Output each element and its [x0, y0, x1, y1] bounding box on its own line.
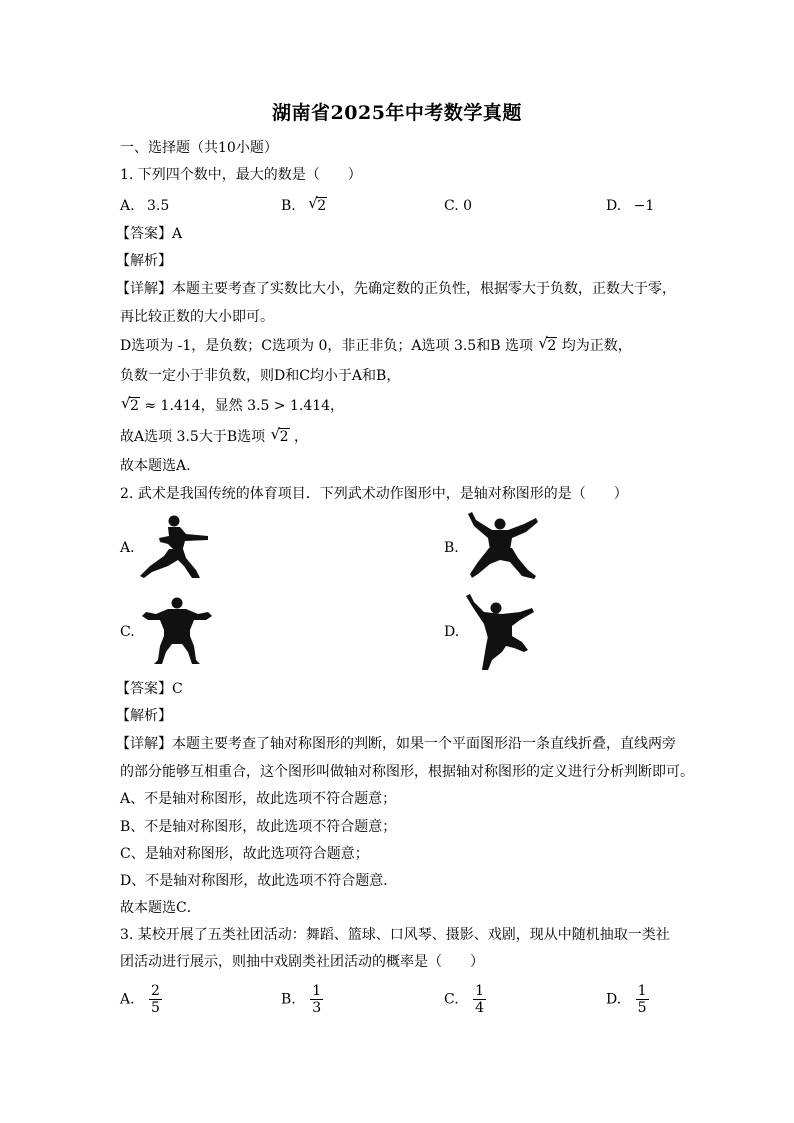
martial-arts-figure-a [138, 514, 210, 580]
denominator: 3 [312, 1000, 322, 1016]
radicand: 2 [317, 198, 327, 214]
q2-answer: 【答案】C [116, 681, 183, 697]
q1-option-d-value: −1 [633, 198, 655, 214]
fraction [636, 983, 649, 1016]
numerator: 1 [475, 983, 485, 999]
q1-option-d [606, 197, 654, 215]
radicand: 2 [130, 398, 139, 414]
q3-option-d-label: D. [606, 991, 622, 1008]
martial-arts-figure-d [462, 590, 536, 672]
q3-stem-line-1: 3. 某校开展了五类社团活动：舞蹈、篮球、口风琴、摄影、戏剧，现从中随机抽取一类社 [120, 927, 670, 943]
fraction [149, 983, 162, 1016]
q3-option-a-label: A. [120, 991, 135, 1008]
q1-option-a [120, 197, 169, 215]
section-heading: 一、选择题（共10小题） [120, 140, 278, 156]
denominator: 5 [637, 1000, 647, 1016]
q3-option-c [444, 983, 486, 1016]
q3-option-b-label: B. [281, 991, 296, 1008]
q1-detail-line-4: 负数一定小于非负数，则D和C均小于A和B， [120, 368, 401, 384]
q2-stem: 2. 武术是我国传统的体育项目．下列武术动作图形中，是轴对称图形的是（ ） [120, 486, 628, 502]
q1-detail-line-1: 【详解】本题主要考查了实数比大小，先确定数的正负性，根据零大于负数，正数大于零， [116, 281, 676, 297]
q1-option-d-label: D. [606, 198, 622, 214]
q1-detail-line-3-text: D选项为 -1，是负数；C选项为 0，非正非负；A选项 3.5和B 选项 [120, 338, 533, 354]
q1-option-c: C. 0 [444, 198, 473, 214]
q1-option-b [281, 194, 327, 215]
q3-option-c-label: C. [444, 991, 459, 1008]
q1-detail-line-3-tail: 均为正数， [561, 338, 632, 354]
q2-option-d-label: D. [444, 624, 460, 640]
q1-option-a-value: 3.5 [147, 198, 170, 214]
q1-detail-line-6 [120, 425, 308, 446]
q2-detail-line-2: 的部分能够互相重合，这个图形叫做轴对称图形，根据轴对称图形的定义进行分析判断即可。 [120, 764, 694, 780]
q1-option-b-label: B. [281, 198, 296, 214]
q3-option-a [120, 983, 162, 1016]
numerator: 1 [637, 983, 647, 999]
q2-detail-line-1: 【详解】本题主要考查了轴对称图形的判断，如果一个平面图形沿一条直线折叠，直线两旁 [116, 736, 676, 752]
sqrt-symbol: √ 2 [308, 194, 327, 214]
q3-option-b [281, 983, 323, 1016]
q2-option-b-label: B. [444, 540, 459, 556]
q1-answer: 【答案】A [116, 226, 183, 242]
q2-line-a: A、不是轴对称图形，故此选项不符合题意； [120, 791, 397, 807]
q2-option-c-label: C. [120, 624, 135, 640]
q2-conclusion: 故本题选C． [120, 900, 201, 916]
denominator: 5 [151, 1000, 160, 1016]
sqrt-symbol: √ 2 [121, 394, 139, 414]
q1-analysis-heading: 【解析】 [116, 253, 172, 269]
numerator: 1 [312, 983, 322, 999]
q2-line-b: B、不是轴对称图形，故此选项不符合题意； [120, 819, 397, 835]
q2-line-d: D、不是轴对称图形，故此选项不符合题意． [120, 873, 398, 889]
page-title: 湖南省2025年中考数学真题 [272, 102, 522, 124]
numerator: 2 [151, 983, 160, 999]
q3-option-d [606, 983, 649, 1016]
sqrt-symbol: √ 2 [270, 425, 289, 445]
radicand: 2 [547, 338, 557, 354]
q1-detail-line-3 [120, 334, 632, 355]
martial-arts-figure-b [462, 510, 540, 580]
q1-detail-line-2: 再比较正数的大小即可。 [120, 309, 274, 325]
q3-stem-line-2: 团活动进行展示，则抽中戏剧类社团活动的概率是（ ） [120, 954, 484, 970]
q1-option-a-label: A. [120, 198, 135, 214]
q1-detail-line-5-text: ≈ 1.414，显然 3.5 > 1.414， [144, 398, 345, 414]
q1-stem: 1. 下列四个数中，最大的数是（ ） [120, 167, 362, 183]
martial-arts-figure-c [140, 596, 214, 666]
radicand: 2 [279, 429, 289, 445]
sqrt-symbol: √ 2 [538, 334, 557, 354]
denominator: 4 [475, 1000, 485, 1016]
q2-analysis-heading: 【解析】 [116, 708, 172, 724]
q1-conclusion: 故本题选A. [120, 458, 191, 474]
q2-line-c: C、是轴对称图形，故此选项符合题意； [120, 846, 369, 862]
q1-detail-line-5 [120, 394, 345, 415]
q1-detail-line-6-tail: ， [293, 429, 308, 445]
fraction [310, 983, 323, 1016]
q2-option-a-label: A. [120, 540, 135, 556]
q1-detail-line-6-text: 故A选项 3.5大于B选项 [120, 429, 266, 445]
fraction [473, 983, 486, 1016]
